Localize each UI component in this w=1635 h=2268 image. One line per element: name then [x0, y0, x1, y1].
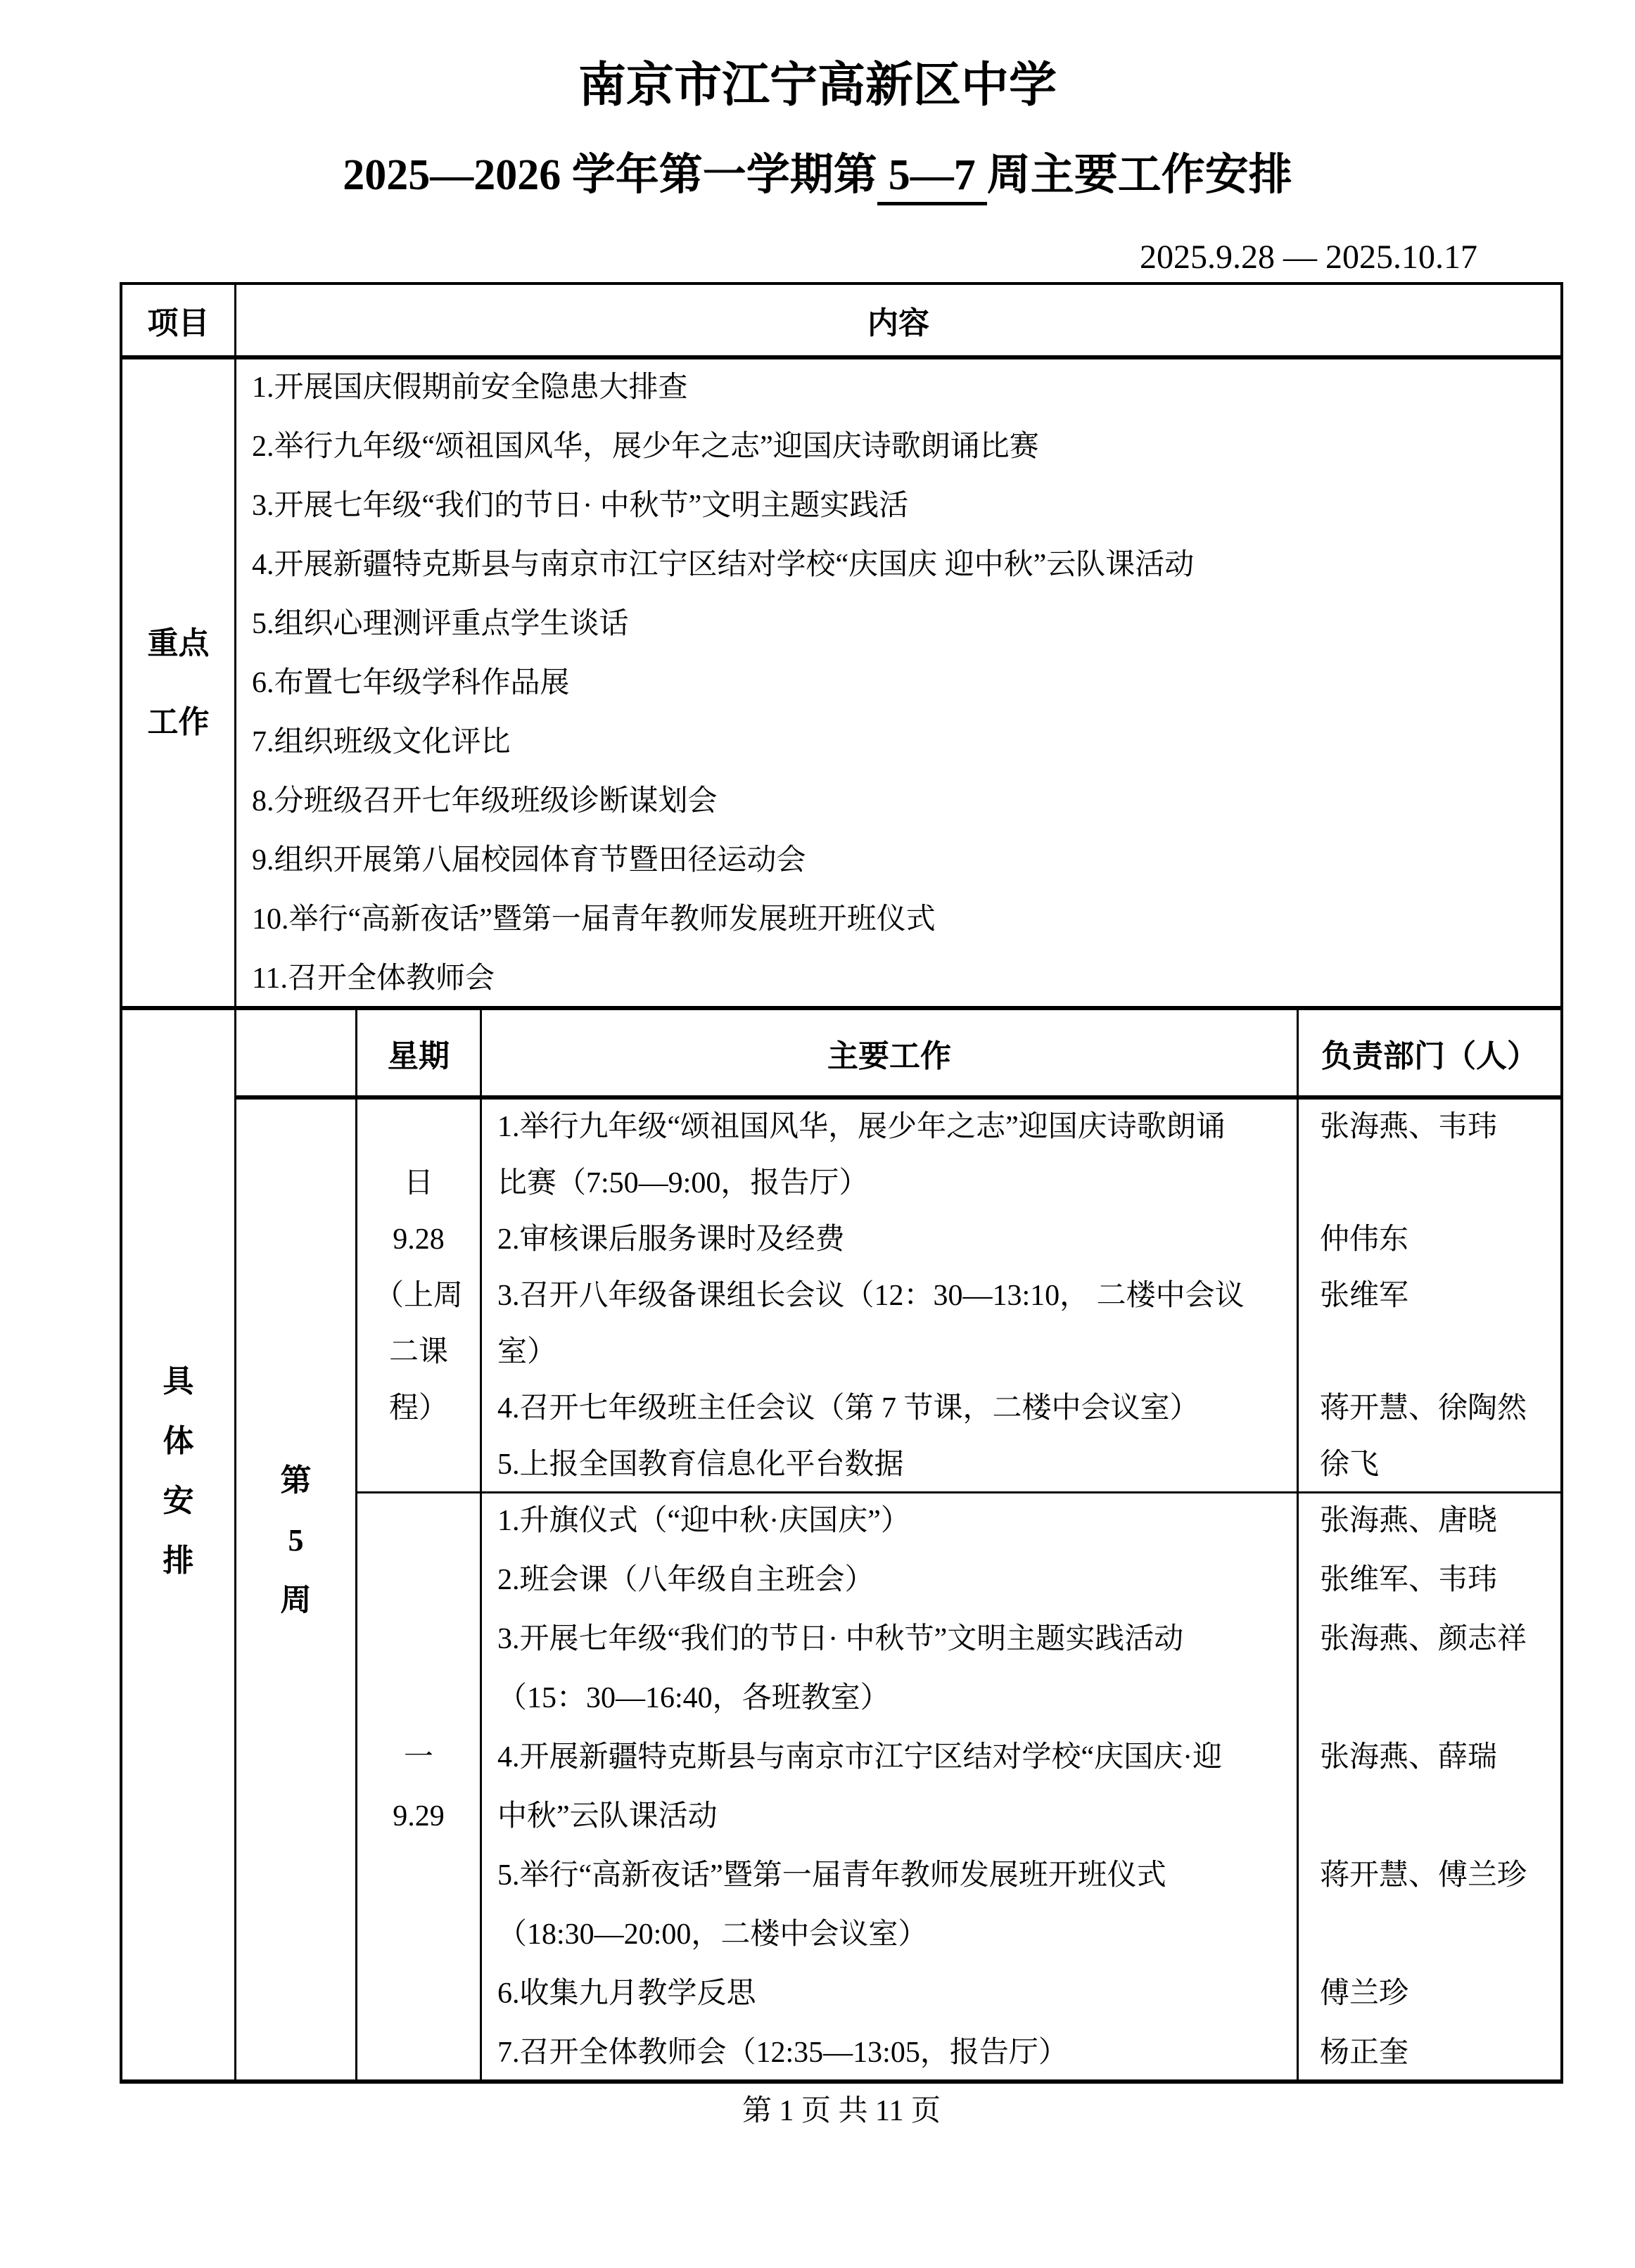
date-range: 2025.9.28 — 2025.10.17 [1140, 238, 1477, 276]
project-header-cell: 项目 [122, 285, 236, 359]
responsible-cell-mon-929: 张海燕、唐晓 张维军、韦玮 张海燕、颜志祥 张海燕、薛瑞 蒋开慧、傅兰珍 傅兰珍 杨正奎 [1320, 1504, 1527, 2069]
work-lines-cell-mon-929: 1.升旗仪式（“迎中秋·庆国庆”） 2.班会课（八年级自主班会） 3.开展七年级“我们的节日· 中秋节”文明主题实践活动 （15：30—16:40，各班教室） 4.开展新疆特克斯县与南京市江宁区结对学校“庆国庆·迎 中秋”云队课活动 5.举行“高新夜话”暨第一届青年教师发展班开班仪式 （18:30—20:00，二楼中会议室） 6.收集九月教学反思 7.召开全体教师会（12:35—13:05，报告厅） [482, 1493, 1299, 2079]
key-work-items: 1.开展国庆假期前安全隐患大排查 2.举行九年级“颂祖国风华，展少年之志”迎国庆诗歌朗诵比赛 3.开展七年级“我们的节日· 中秋节”文明主题实践活 4.开展新疆特克斯县与南京市江宁区结对学校“庆国庆 迎中秋”云队课活动 5.组织心理测评重点学生谈话 6.布置七年级学科作品展 7.组织班级文化评比 8.分班级召开七年级班级诊断谋划会 9.组织开展第八届校园体育节暨田径运动会 10.举行“高新夜话”暨第一届青年教师发展班开班仪式 11.召开全体教师会 [236, 359, 1560, 1010]
day-cell-sun-928: 日 9.28 （上周 二课 程） [357, 1100, 482, 1493]
responsible-cell-sun-928: 张海燕、韦玮 仲伟东 张维军 蒋开慧、徐陶然 徐飞 [1299, 1100, 1560, 1493]
key-work-label: 重点 工作 [122, 359, 236, 1010]
work-lines-cell-sun-928: 1.举行九年级“颂祖国风华，展少年之志”迎国庆诗歌朗诵 比赛（7:50—9:00，报告厅） 2.审核课后服务课时及经费 3.召开八年级备课组长会议（12：30—13:10， 二楼中会议 室） 4.召开七年级班主任会议（第 7 节课，二楼中会议室） 5.上报全国教育信息化平台数据 [482, 1100, 1299, 1493]
semester-subtitle [0, 151, 1635, 205]
main-work-header-cell: 主要工作 [482, 1010, 1299, 1100]
week5-label: 第 5 周 [236, 1100, 357, 2079]
responsible-header-cell: 负责部门（人） [1299, 1010, 1560, 1100]
subtitle-prefix: 2025—2026 学年第一学期第 [343, 151, 877, 199]
school-title: 南京市江宁高新区中学 [578, 58, 1057, 112]
week-range-underline: 5—7 [877, 151, 987, 205]
day-cell-mon-929: 一 9.29 [357, 1493, 482, 2079]
work-table [120, 282, 1563, 2084]
schedule-label: 具 体 安 排 [122, 1010, 236, 2079]
subtitle-suffix: 周主要工作安排 [986, 151, 1292, 199]
weekday-header-cell: 星期 [357, 1010, 482, 1100]
content-header-cell: 内容 [236, 285, 1560, 359]
page-footer: 第 1 页 共 11 页 [742, 2095, 941, 2127]
